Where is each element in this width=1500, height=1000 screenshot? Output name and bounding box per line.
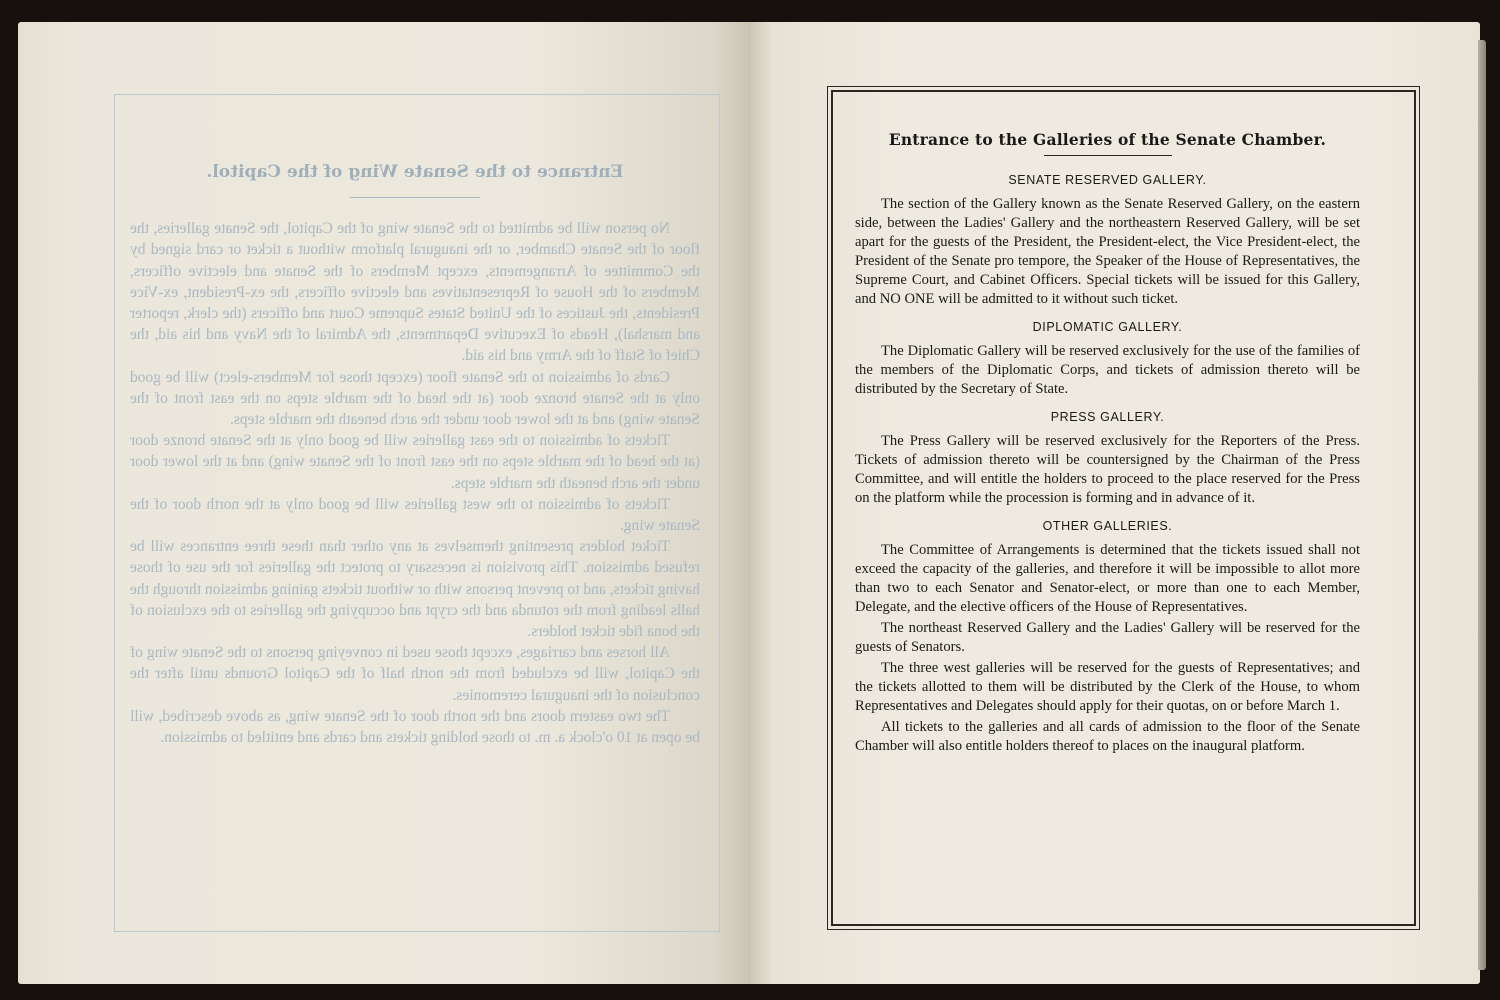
section-heading: SENATE RESERVED GALLERY.	[1008, 173, 1207, 187]
bleed-through-paragraph: Cards of admission to the Senate floor (except those for Members-elect) will be good only at the Senate bronze door (at the head of the marble steps on the east front of the Senate wing) and at the lower door under the arch beneath the marble steps.	[130, 368, 700, 429]
section-heading: OTHER GALLERIES.	[1042, 519, 1173, 533]
open-booklet	[18, 22, 1480, 984]
section-paragraph: The Committee of Arrangements is determined that the tickets issued shall not exceed the capacity of the galleries, and therefore it will be impossible to allot more than two to each Senator and Senator-elect, or more than one to each Member, Delegate, and the elective officers of the House of Representatives.	[855, 542, 1360, 615]
section-other-galleries	[855, 517, 1360, 756]
title-rule	[1044, 155, 1172, 156]
section-heading: DIPLOMATIC GALLERY.	[1032, 320, 1183, 334]
section-paragraph: All tickets to the galleries and all cards of admission to the floor of the Senate Chamber will also entitle holders thereof to places on the inaugural platform.	[855, 719, 1360, 754]
section-paragraph: The three west galleries will be reserved for the guests of Representatives; and the tickets allotted to them will be distributed by the Clerk of the House, to whom Representatives and Delegates should apply for their quotas, on or before March 1.	[855, 660, 1360, 714]
right-page	[751, 22, 1480, 984]
section-press-gallery	[855, 408, 1360, 508]
bleed-through-rule	[350, 197, 480, 198]
bleed-through-paragraph: All horses and carriages, except those used in conveying persons to the Senate wing of the Capitol, will be excluded from the north half of the Capitol Grounds until after the conclusion of the inaugural ceremonies.	[130, 644, 700, 704]
page-title: Entrance to the Galleries of the Senate Chamber.	[888, 130, 1327, 149]
right-page-content	[855, 130, 1360, 765]
bleed-through-paragraph: Tickets of admission to the west galleries will be good only at the north door of the Senate wing.	[130, 495, 700, 535]
section-heading: PRESS GALLERY.	[1050, 410, 1165, 424]
bleed-through-paragraph: Ticket holders presenting themselves at any other than these three entrances will be refused admission. This provision is necessary to protect the galleries for the use of those having tickets, and to prevent persons with or without tickets gaining admission through the halls leading from the rotunda and the crypt and occupying the galleries to the exclusion of the bona fide ticket holders.	[130, 538, 700, 641]
left-page	[18, 22, 751, 984]
section-paragraph: The northeast Reserved Gallery and the Ladies' Gallery will be reserved for the guests of Senators.	[855, 620, 1360, 655]
bleed-through-text	[130, 162, 700, 748]
bleed-through-paragraph: Tickets of admission to the east galleries will be good only at the Senate bronze door (at the head of the marble steps on the east front of the Senate wing) and at the lower door under the arch beneath the marble steps.	[130, 432, 700, 492]
section-paragraph: The Diplomatic Gallery will be reserved exclusively for the use of the families of the members of the Diplomatic Corps, and tickets of admission thereto will be distributed by the Secretary of State.	[855, 343, 1360, 397]
page-edge	[1478, 40, 1486, 970]
bleed-through-paragraph: The two eastern doors and the north door of the Senate wing, as above described, will be open at 10 o'clock a. m. to those holding tickets and cards and entitled to admission.	[130, 707, 700, 747]
section-paragraph: The section of the Gallery known as the Senate Reserved Gallery, on the eastern side, between the Ladies' Gallery and the northeastern Reserved Gallery, will be set apart for the guests of the President, the President-elect, the Vice President-elect, the President of the Senate pro tempore, the Speaker of the House of Representatives, the Supreme Court, and Cabinet Officers. Special tickets will be issued for this Gallery, and NO ONE will be admitted to it without such ticket.	[855, 196, 1360, 307]
section-senate-reserved-gallery	[855, 171, 1360, 309]
section-diplomatic-gallery	[855, 318, 1360, 399]
bleed-through-title: Entrance to the Senate Wing of the Capitol.	[206, 162, 624, 182]
section-paragraph: The Press Gallery will be reserved exclusively for the Reporters of the Press. Tickets of admission thereto will be countersigned by the Chairman of the Press Committee, and will entitle the holders to proceed to the place reserved for the Press on the platform while the procession is forming and in advance of it.	[855, 433, 1360, 506]
bleed-through-paragraph: No person will be admitted to the Senate wing of the Capitol, the Senate galleries, the floor of the Senate Chamber, or the inaugural platform without a ticket or card signed by the Committee of Arrangements, except Members of the Senate and elective officers, Members of the House of Representatives and elective officers, the ex-President, ex-Vice Presidents, the Justices of the United States Supreme Court and officers (the clerk, reporter and marshal), Heads of Executive Departments, the Admiral of the Navy and his aid, the Chief of Staff of the Army and his aid.	[130, 220, 700, 365]
